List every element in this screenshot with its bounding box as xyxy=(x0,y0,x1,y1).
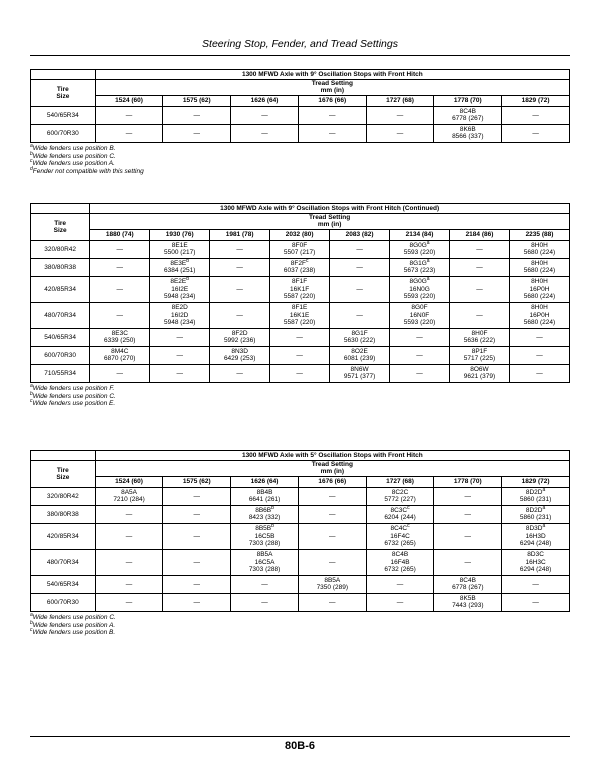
setting-cell: — xyxy=(390,346,450,364)
footnote: $^c$Wide fenders use position B. xyxy=(30,627,116,637)
setting-cell: — xyxy=(210,364,270,382)
setting-cell: 8H0H 16P0H 5680 (224) xyxy=(509,302,569,328)
setting-cell: — xyxy=(434,487,502,505)
column-header: 1524 (60) xyxy=(95,476,163,487)
setting-cell: 8N6W 9571 (377) xyxy=(330,364,390,382)
table-row xyxy=(31,240,570,258)
table-title: 1300 MFWD Axle with 9° Oscillation Stops with Front Hitch (Continued) xyxy=(90,204,570,214)
setting-cell: — xyxy=(434,505,502,523)
setting-cell: — xyxy=(390,364,450,382)
table-row xyxy=(31,276,570,302)
setting-cell: — xyxy=(450,302,510,328)
setting-cell: — xyxy=(509,328,569,346)
table-row xyxy=(31,575,570,593)
setting-cell: — xyxy=(270,346,330,364)
unit-label: mm (in) xyxy=(317,221,342,229)
table-row xyxy=(31,364,570,382)
column-header: 1930 (76) xyxy=(150,229,210,240)
setting-cell: $8D2D^a$ 5860 (231) xyxy=(502,487,570,505)
setting-cell: — xyxy=(298,106,366,124)
footnote: $^d$Fender not compatible with this setting xyxy=(30,166,144,176)
setting-cell: $8G0G^a$ 5593 (220) xyxy=(390,240,450,258)
column-header: 1575 (62) xyxy=(163,476,231,487)
tire-size-cell: 600/70R30 xyxy=(31,124,96,142)
setting-cell: — xyxy=(330,276,390,302)
tread-table xyxy=(30,69,570,143)
setting-cell: — xyxy=(366,575,434,593)
table-row xyxy=(31,523,570,549)
setting-cell: — xyxy=(270,364,330,382)
setting-cell: 8M4C 6870 (270) xyxy=(90,346,150,364)
setting-cell: — xyxy=(509,364,569,382)
tire-size-cell: 540/65R34 xyxy=(31,328,90,346)
table-row xyxy=(31,328,570,346)
setting-cell: — xyxy=(270,328,330,346)
tire-size-cell: 380/80R38 xyxy=(31,258,90,276)
tread-setting-header: Tread Setting mm (in) xyxy=(90,214,570,230)
footnote: $^b$Wide fenders use position C. xyxy=(30,150,116,160)
tire-size-header: Tire Size xyxy=(31,214,90,241)
column-header: 1778 (70) xyxy=(434,95,502,106)
tread-table xyxy=(30,203,570,383)
setting-cell: 8C2C 5772 (227) xyxy=(366,487,434,505)
table-notes xyxy=(30,611,570,637)
setting-cell: 8C4B 6778 (267) xyxy=(434,575,502,593)
tire-size-header: Tire Size xyxy=(31,461,96,488)
page-header: Steering Stop, Fender, and Tread Settings xyxy=(202,38,398,50)
header-rule xyxy=(30,55,570,56)
setting-cell: — xyxy=(163,523,231,549)
column-header: 2184 (86) xyxy=(450,229,510,240)
setting-cell: $8G0G^a$ 16N0G 5593 (220) xyxy=(390,276,450,302)
setting-cell: 8G0F 16N0F 5593 (220) xyxy=(390,302,450,328)
footnote: $^b$Wide fenders use position C. xyxy=(30,390,116,400)
setting-cell: 8H0F 5636 (222) xyxy=(450,328,510,346)
tire-size-cell: 540/65R34 xyxy=(31,575,96,593)
setting-cell: — xyxy=(95,523,163,549)
setting-cell: 8O2E 6081 (239) xyxy=(330,346,390,364)
tire-size-header: Tire Size xyxy=(31,80,96,107)
column-header: 1727 (68) xyxy=(366,476,434,487)
setting-cell: 8E1E 5500 (217) xyxy=(150,240,210,258)
setting-cell: — xyxy=(502,593,570,611)
table-title: 1300 MFWD Axle with 5° Oscillation Stops with Front Hitch xyxy=(95,451,569,461)
setting-cell: — xyxy=(210,276,270,302)
footnote: $^a$Wide fenders use position B. xyxy=(30,142,116,152)
column-header: 1575 (62) xyxy=(163,95,231,106)
setting-cell: 8A5A 7210 (284) xyxy=(95,487,163,505)
table-row xyxy=(31,258,570,276)
table-notes xyxy=(30,142,570,176)
table-row xyxy=(31,106,570,124)
setting-cell: — xyxy=(330,258,390,276)
setting-cell: $8D3D^a$ 16H3D 6294 (248) xyxy=(502,523,570,549)
setting-cell: 8F0F 5507 (217) xyxy=(270,240,330,258)
setting-cell: — xyxy=(502,106,570,124)
corner-cell xyxy=(31,451,96,461)
setting-cell: — xyxy=(150,364,210,382)
setting-cell: — xyxy=(163,487,231,505)
setting-cell: — xyxy=(90,240,150,258)
column-header: 2083 (82) xyxy=(330,229,390,240)
table-row xyxy=(31,593,570,611)
setting-cell: 8C4B 16F4B 6732 (265) xyxy=(366,549,434,575)
setting-cell: — xyxy=(330,240,390,258)
corner-cell xyxy=(31,204,90,214)
setting-cell: — xyxy=(434,523,502,549)
setting-cell: $8G1G^a$ 5673 (223) xyxy=(390,258,450,276)
setting-cell: — xyxy=(298,505,366,523)
tire-size-cell: 380/80R38 xyxy=(31,505,96,523)
setting-cell: — xyxy=(95,505,163,523)
setting-cell: 8E3C 6339 (250) xyxy=(90,328,150,346)
footnote: $^a$Wide fenders use position C. xyxy=(30,611,116,621)
tire-size-cell: 710/55R34 xyxy=(31,364,90,382)
setting-cell: $8B6B^b$ 8423 (332) xyxy=(231,505,299,523)
setting-cell: $8E2E^b$ 16I2E 5948 (234) xyxy=(150,276,210,302)
tire-size-cell: 420/85R34 xyxy=(31,523,96,549)
setting-cell: 8G1F 5630 (222) xyxy=(330,328,390,346)
setting-cell: $8B5B^b$ 16C5B 7303 (288) xyxy=(231,523,299,549)
setting-cell: 8H0H 16P0H 5680 (224) xyxy=(509,276,569,302)
setting-cell: — xyxy=(231,124,299,142)
column-header: 1676 (66) xyxy=(298,476,366,487)
column-header: 2134 (84) xyxy=(390,229,450,240)
setting-cell: 8F1F 16K1F 5587 (220) xyxy=(270,276,330,302)
setting-cell: — xyxy=(90,276,150,302)
setting-cell: — xyxy=(298,487,366,505)
setting-cell: — xyxy=(150,328,210,346)
column-header: 1524 (60) xyxy=(95,95,163,106)
setting-cell: — xyxy=(90,364,150,382)
footnote: $^c$Wide fenders use position A. xyxy=(30,158,115,168)
setting-cell: — xyxy=(95,575,163,593)
column-header: 1676 (66) xyxy=(298,95,366,106)
footnote: $^b$Wide fenders use position A. xyxy=(30,619,116,629)
setting-cell: — xyxy=(366,106,434,124)
setting-cell: — xyxy=(366,593,434,611)
setting-cell: — xyxy=(502,124,570,142)
setting-cell: — xyxy=(298,549,366,575)
column-header: 1626 (64) xyxy=(231,95,299,106)
tire-size-cell: 480/70R34 xyxy=(31,302,90,328)
setting-cell: — xyxy=(509,346,569,364)
setting-cell: — xyxy=(95,124,163,142)
tire-size-cell: 480/70R34 xyxy=(31,549,96,575)
table-notes xyxy=(30,382,570,408)
setting-cell: 8P1F 5717 (225) xyxy=(450,346,510,364)
setting-cell: — xyxy=(434,549,502,575)
setting-cell: — xyxy=(298,523,366,549)
setting-cell: — xyxy=(330,302,390,328)
table-row xyxy=(31,124,570,142)
corner-cell xyxy=(31,70,96,80)
setting-cell: $8D2D^a$ 5860 (231) xyxy=(502,505,570,523)
setting-cell: — xyxy=(95,549,163,575)
setting-cell: 8B5A 16C5A 7303 (288) xyxy=(231,549,299,575)
setting-cell: — xyxy=(450,240,510,258)
setting-cell: — xyxy=(163,505,231,523)
setting-cell: — xyxy=(163,549,231,575)
setting-cell: — xyxy=(163,575,231,593)
table-title: 1300 MFWD Axle with 9° Oscillation Stops with Front Hitch xyxy=(95,70,569,80)
column-header: 1829 (72) xyxy=(502,476,570,487)
table-block-9deg-continued xyxy=(30,203,570,408)
setting-cell: — xyxy=(163,593,231,611)
table-row xyxy=(31,549,570,575)
setting-cell: $8F2F^c$ 6037 (238) xyxy=(270,258,330,276)
table-row xyxy=(31,487,570,505)
setting-cell: $8C4C^c$ 16F4C 6732 (265) xyxy=(366,523,434,549)
setting-cell: 8E2D 16I2D 5948 (234) xyxy=(150,302,210,328)
setting-cell: — xyxy=(450,276,510,302)
column-header: 1727 (68) xyxy=(366,95,434,106)
tire-size-cell: 600/70R30 xyxy=(31,346,90,364)
setting-cell: — xyxy=(390,328,450,346)
setting-cell: — xyxy=(163,106,231,124)
tire-size-cell: 600/70R30 xyxy=(31,593,96,611)
tire-size-cell: 320/80R42 xyxy=(31,487,96,505)
setting-cell: 8F1E 16K1E 5587 (220) xyxy=(270,302,330,328)
column-header: 1981 (78) xyxy=(210,229,270,240)
column-header: 1778 (70) xyxy=(434,476,502,487)
column-header: 1626 (64) xyxy=(231,476,299,487)
setting-cell: 8D3C 16H3C 6294 (248) xyxy=(502,549,570,575)
page-number: 80B-6 xyxy=(285,740,315,752)
column-header: 1829 (72) xyxy=(502,95,570,106)
setting-cell: — xyxy=(298,124,366,142)
table-row xyxy=(31,302,570,328)
setting-cell: 8C4B 6778 (267) xyxy=(434,106,502,124)
column-header: 2032 (80) xyxy=(270,229,330,240)
setting-cell: 8B4B 6641 (261) xyxy=(231,487,299,505)
tire-size-cell: 320/80R42 xyxy=(31,240,90,258)
setting-cell: — xyxy=(150,346,210,364)
setting-cell: — xyxy=(231,106,299,124)
setting-cell: — xyxy=(95,106,163,124)
setting-cell: 8K5B 7443 (293) xyxy=(434,593,502,611)
setting-cell: — xyxy=(210,302,270,328)
setting-cell: 8O6W 9621 (379) xyxy=(450,364,510,382)
setting-cell: — xyxy=(95,593,163,611)
setting-cell: 8B5A 7350 (289) xyxy=(298,575,366,593)
setting-cell: 8K6B 8566 (337) xyxy=(434,124,502,142)
tread-table xyxy=(30,450,570,612)
footer-rule xyxy=(30,736,570,737)
footnote: $^a$Wide fenders use position F. xyxy=(30,382,115,392)
setting-cell: 8H0H 5680 (224) xyxy=(509,240,569,258)
setting-cell: 8N3D 6429 (253) xyxy=(210,346,270,364)
tire-size-cell: 540/65R34 xyxy=(31,106,96,124)
setting-cell: — xyxy=(231,593,299,611)
setting-cell: 8H0H 5680 (224) xyxy=(509,258,569,276)
setting-cell: — xyxy=(210,258,270,276)
table-row xyxy=(31,505,570,523)
setting-cell: 8F2D 5992 (236) xyxy=(210,328,270,346)
setting-cell: — xyxy=(366,124,434,142)
column-header: 1880 (74) xyxy=(90,229,150,240)
column-header: 2235 (88) xyxy=(509,229,569,240)
setting-cell: — xyxy=(450,258,510,276)
setting-cell: — xyxy=(163,124,231,142)
setting-cell: — xyxy=(231,575,299,593)
setting-cell: — xyxy=(90,258,150,276)
tread-setting-header: Tread Setting mm (in) xyxy=(95,461,569,477)
setting-cell: — xyxy=(298,593,366,611)
setting-cell: — xyxy=(210,240,270,258)
tread-setting-header: Tread Setting mm (in) xyxy=(95,80,569,96)
tire-size-cell: 420/85R34 xyxy=(31,276,90,302)
setting-cell: — xyxy=(502,575,570,593)
table-block-9deg xyxy=(30,69,570,176)
unit-label: mm (in) xyxy=(320,468,345,476)
table-block-5deg xyxy=(30,450,570,637)
table-row xyxy=(31,346,570,364)
setting-cell: $8C3C^c$ 6204 (244) xyxy=(366,505,434,523)
footnote: $^c$Wide fenders use position E. xyxy=(30,398,116,408)
setting-cell: $8E3E^b$ 6384 (251) xyxy=(150,258,210,276)
setting-cell: — xyxy=(90,302,150,328)
unit-label: mm (in) xyxy=(320,87,345,95)
